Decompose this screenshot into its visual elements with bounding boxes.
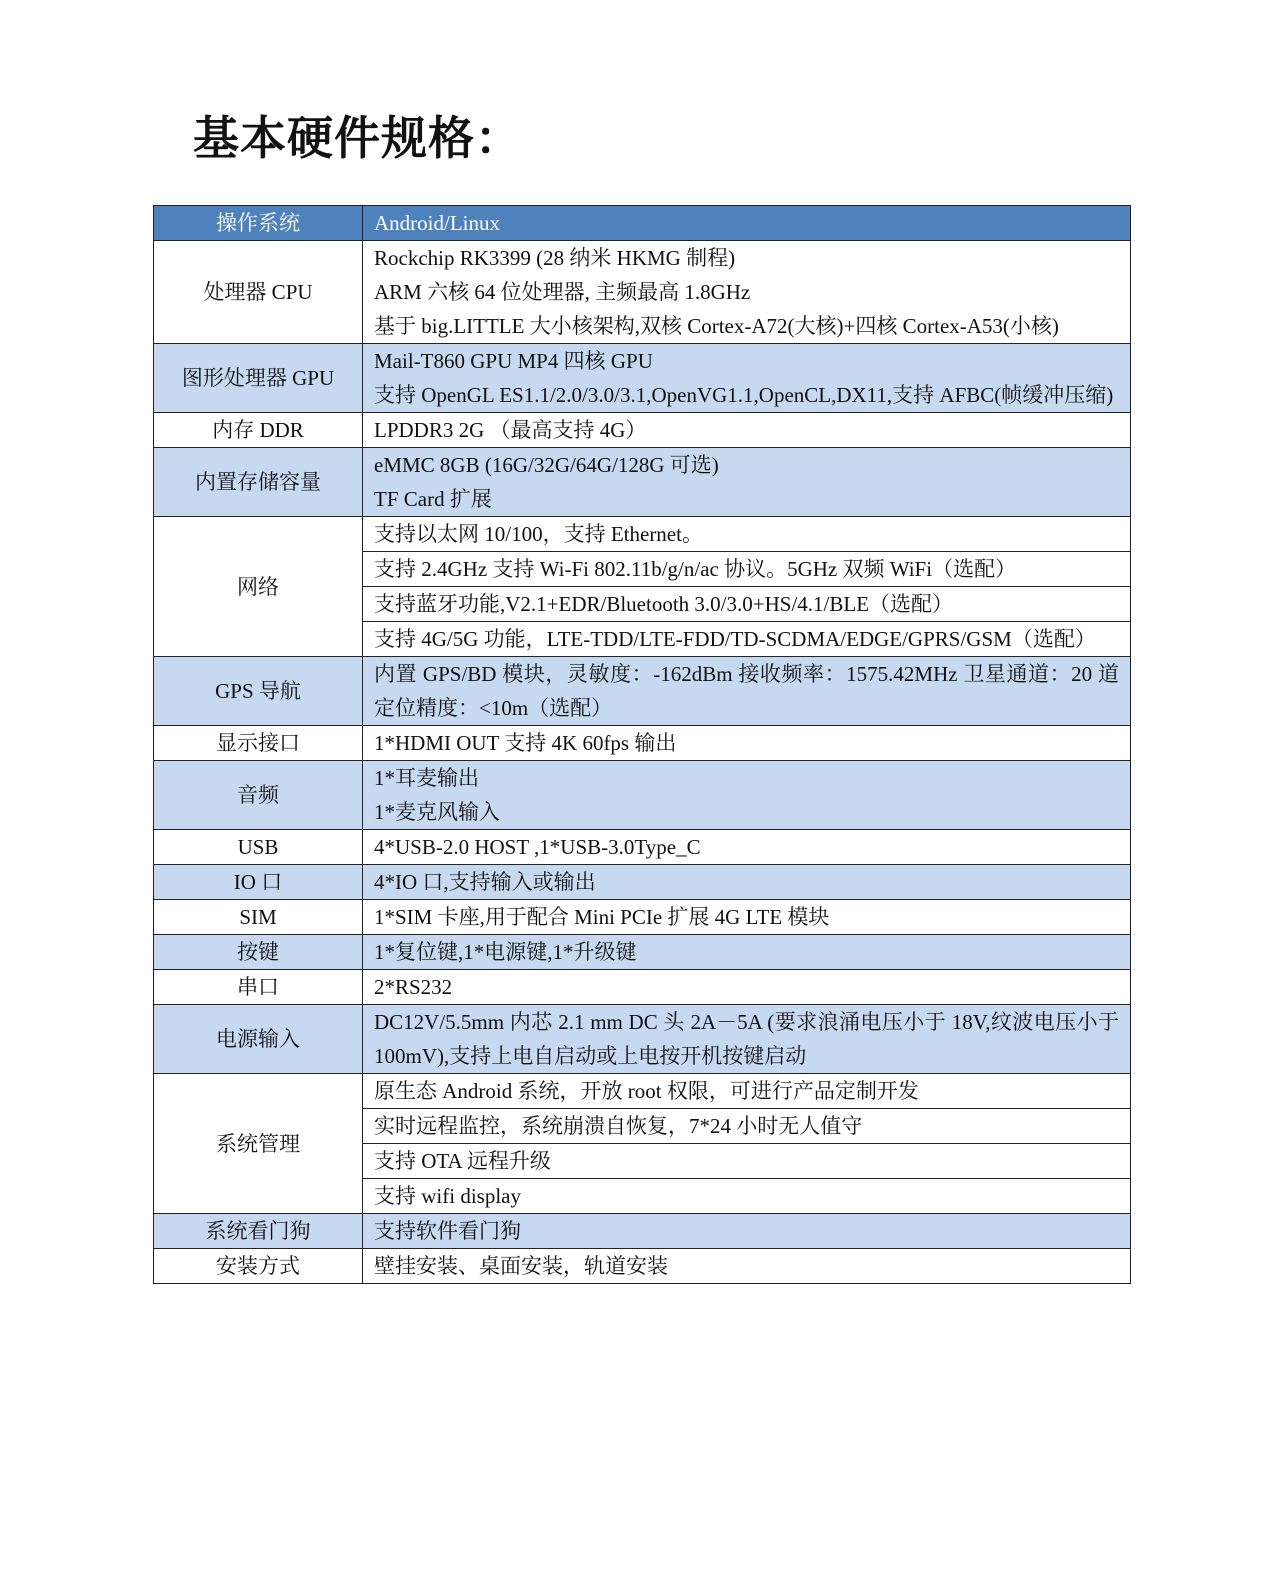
spec-line: eMMC 8GB (16G/32G/64G/128G 可选) — [374, 453, 719, 477]
spec-value — [363, 448, 1131, 517]
spec-value: 1*SIM 卡座,用于配合 Mini PCIe 扩展 4G LTE 模块 — [363, 900, 1131, 935]
spec-row-system-management — [154, 1074, 1131, 1109]
spec-row-ddr — [154, 413, 1131, 448]
spec-label: GPS 导航 — [154, 657, 363, 726]
spec-value: 壁挂安装、桌面安装，轨道安装 — [363, 1249, 1131, 1284]
spec-row-sim — [154, 900, 1131, 935]
spec-row-gps — [154, 657, 1131, 726]
spec-row-watchdog — [154, 1214, 1131, 1249]
spec-value: DC12V/5.5mm 内芯 2.1 mm DC 头 2A－5A (要求浪涌电压小于 18V,纹波电压小于 100mV),支持上电自启动或上电按开机按键启动 — [363, 1005, 1131, 1074]
spec-row-serial — [154, 970, 1131, 1005]
spec-table — [153, 205, 1131, 1284]
spec-row-gpu — [154, 344, 1131, 413]
spec-row-keys — [154, 935, 1131, 970]
spec-value: 支持蓝牙功能,V2.1+EDR/Bluetooth 3.0/3.0+HS/4.1/BLE（选配） — [363, 587, 1131, 622]
spec-value: 原生态 Android 系统，开放 root 权限，可进行产品定制开发 — [363, 1074, 1131, 1109]
spec-label: 按键 — [154, 935, 363, 970]
spec-label: IO 口 — [154, 865, 363, 900]
spec-value: 支持 wifi display — [363, 1179, 1131, 1214]
spec-label: 显示接口 — [154, 726, 363, 761]
spec-line: 1*麦克风输入 — [374, 800, 500, 824]
spec-value: 支持 2.4GHz 支持 Wi-Fi 802.11b/g/n/ac 协议。5GHz 双频 WiFi（选配） — [363, 552, 1131, 587]
spec-row-storage — [154, 448, 1131, 517]
spec-row-cpu — [154, 241, 1131, 344]
spec-value: LPDDR3 2G （最高支持 4G） — [363, 413, 1131, 448]
spec-line: TF Card 扩展 — [374, 487, 492, 511]
spec-value: 实时远程监控，系统崩溃自恢复，7*24 小时无人值守 — [363, 1109, 1131, 1144]
spec-value: 4*USB-2.0 HOST ,1*USB-3.0Type_C — [363, 830, 1131, 865]
spec-row-power — [154, 1005, 1131, 1074]
spec-label: 图形处理器 GPU — [154, 344, 363, 413]
spec-label: 操作系统 — [154, 206, 363, 241]
spec-value: 支持软件看门狗 — [363, 1214, 1131, 1249]
spec-label: 内存 DDR — [154, 413, 363, 448]
spec-line: 1*耳麦输出 — [374, 766, 479, 790]
spec-value: 支持 OTA 远程升级 — [363, 1144, 1131, 1179]
spec-label: 安装方式 — [154, 1249, 363, 1284]
spec-line: Mail-T860 GPU MP4 四核 GPU — [374, 349, 653, 373]
spec-line: ARM 六核 64 位处理器, 主频最高 1.8GHz — [374, 280, 751, 304]
spec-row-audio — [154, 761, 1131, 830]
spec-row-io — [154, 865, 1131, 900]
spec-label: 电源输入 — [154, 1005, 363, 1074]
spec-value — [363, 344, 1131, 413]
spec-value — [363, 761, 1131, 830]
spec-value: 1*HDMI OUT 支持 4K 60fps 输出 — [363, 726, 1131, 761]
spec-label: 音频 — [154, 761, 363, 830]
spec-row-display — [154, 726, 1131, 761]
spec-label: 系统管理 — [154, 1074, 363, 1214]
spec-line: 基于 big.LITTLE 大小核架构,双核 Cortex-A72(大核)+四核 Cortex-A53(小核) — [374, 314, 1059, 338]
spec-row-os — [154, 206, 1131, 241]
spec-value: 支持 4G/5G 功能，LTE-TDD/LTE-FDD/TD-SCDMA/EDGE/GPRS/GSM（选配） — [363, 622, 1131, 657]
spec-label: 串口 — [154, 970, 363, 1005]
spec-label: 内置存储容量 — [154, 448, 363, 517]
spec-value: 2*RS232 — [363, 970, 1131, 1005]
spec-line: Rockchip RK3399 (28 纳米 HKMG 制程) — [374, 246, 736, 270]
spec-row-mounting — [154, 1249, 1131, 1284]
spec-value: 内置 GPS/BD 模块，灵敏度：-162dBm 接收频率：1575.42MHz 卫星通道：20 道 定位精度：<10m（选配） — [363, 657, 1131, 726]
spec-label: USB — [154, 830, 363, 865]
spec-label: 系统看门狗 — [154, 1214, 363, 1249]
spec-value: Android/Linux — [363, 206, 1131, 241]
spec-value: 1*复位键,1*电源键,1*升级键 — [363, 935, 1131, 970]
spec-row-usb — [154, 830, 1131, 865]
spec-row-network — [154, 517, 1131, 552]
spec-label: 处理器 CPU — [154, 241, 363, 344]
spec-line: 支持 OpenGL ES1.1/2.0/3.0/3.1,OpenVG1.1,OpenCL,DX11,支持 AFBC(帧缓冲压缩) — [374, 383, 1114, 407]
page-title: 基本硬件规格： — [193, 111, 522, 165]
spec-label: 网络 — [154, 517, 363, 657]
spec-label: SIM — [154, 900, 363, 935]
spec-value — [363, 241, 1131, 344]
spec-value: 4*IO 口,支持输入或输出 — [363, 865, 1131, 900]
spec-value: 支持以太网 10/100，支持 Ethernet。 — [363, 517, 1131, 552]
